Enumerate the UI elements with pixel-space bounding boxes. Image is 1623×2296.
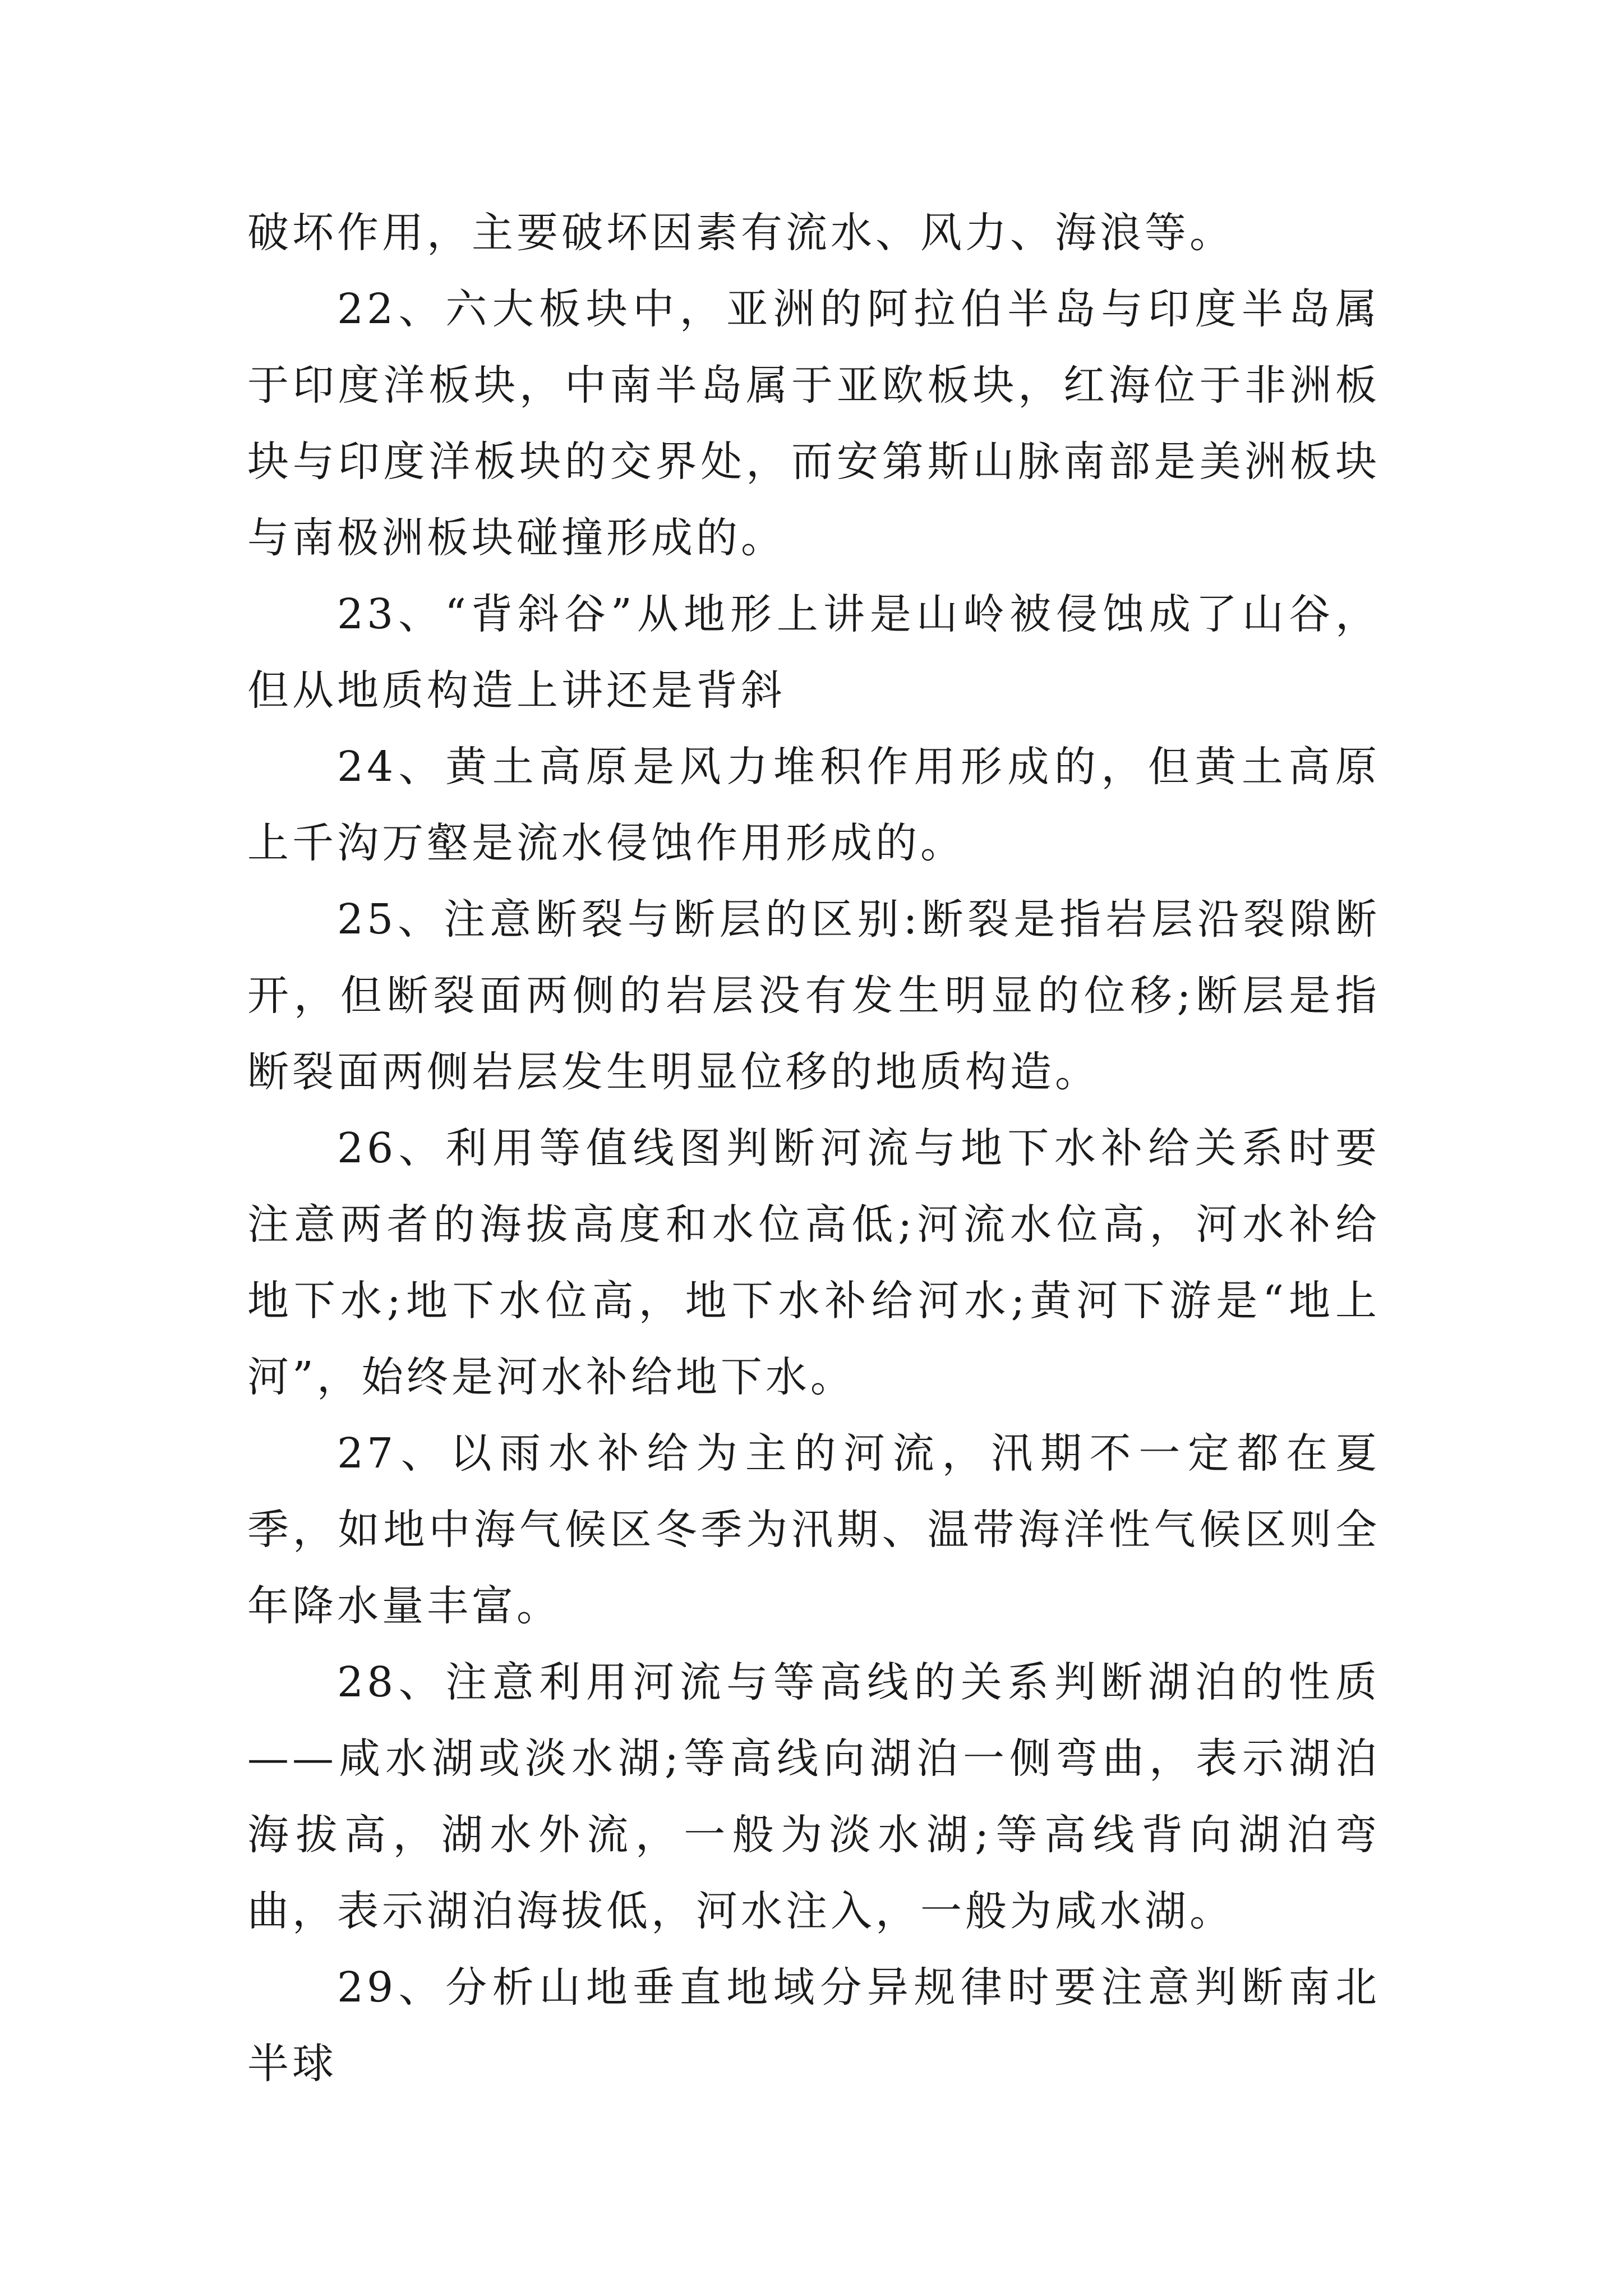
- paragraph-26: 26、利用等值线图判断河流与地下水补给关系时要注意两者的海拔高度和水位高低;河流水位高，河水补给地下水;地下水位高，地下水补给河水;黄河下游是“地上河”，始终是河水补给地下水。: [247, 1124, 1380, 1401]
- paragraph-23: 23、“背斜谷”从地形上讲是山岭被侵蚀成了山谷，但从地质构造上讲还是背斜: [247, 590, 1380, 715]
- paragraph-22: 22、六大板块中，亚洲的阿拉伯半岛与印度半岛属于印度洋板块，中南半岛属于亚欧板块，红海位于非洲板块与印度洋板块的交界处，而安第斯山脉南部是美洲板块与南极洲板块碰撞形成的。: [247, 285, 1380, 562]
- paragraph-21-continued: 破坏作用，主要破坏因素有流水、风力、海浪等。: [247, 209, 1234, 257]
- document-body: [247, 195, 1380, 2102]
- paragraph-29: 29、分析山地垂直地域分异规律时要注意判断南北半球: [247, 1963, 1380, 2088]
- paragraph-28: 28、注意利用河流与等高线的关系判断湖泊的性质——咸水湖或淡水湖;等高线向湖泊一侧弯曲，表示湖泊海拔高，湖水外流，一般为淡水湖;等高线背向湖泊弯曲，表示湖泊海拔低，河水注入，一般为咸水湖。: [247, 1658, 1380, 1935]
- paragraph-24: 24、黄土高原是风力堆积作用形成的，但黄土高原上千沟万壑是流水侵蚀作用形成的。: [247, 743, 1380, 867]
- paragraph-25: 25、注意断裂与断层的区别:断裂是指岩层沿裂隙断开，但断裂面两侧的岩层没有发生明显的位移;断层是指断裂面两侧岩层发生明显位移的地质构造。: [247, 895, 1380, 1096]
- paragraph-27: 27、以雨水补给为主的河流，汛期不一定都在夏季，如地中海气候区冬季为汛期、温带海洋性气候区则全年降水量丰富。: [247, 1429, 1380, 1630]
